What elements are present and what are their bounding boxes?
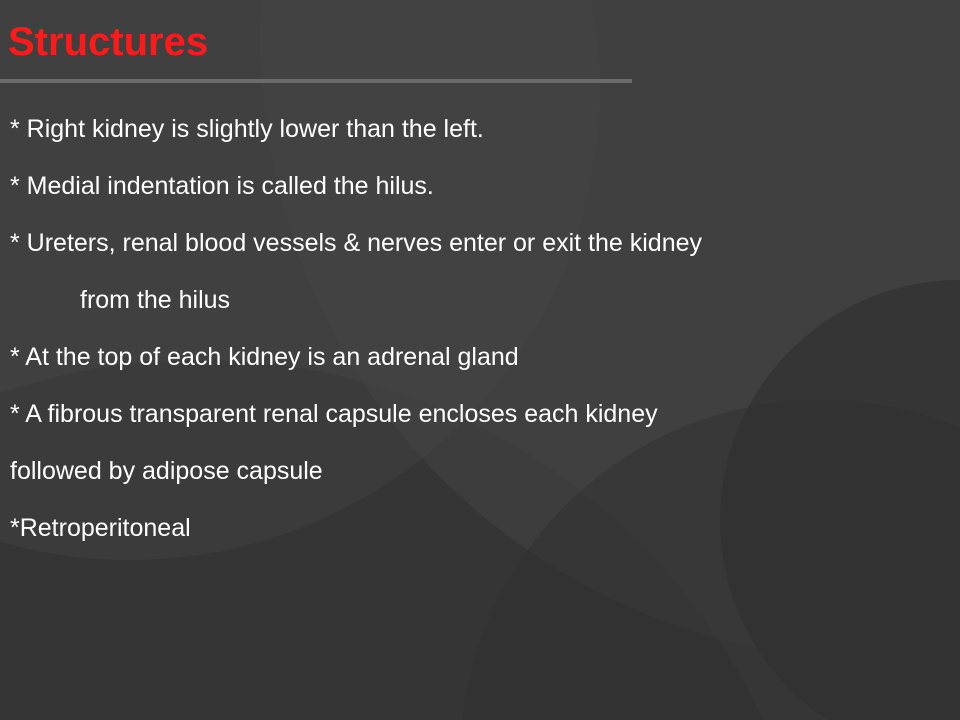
list-item: from the hilus bbox=[80, 286, 231, 314]
list-item: * Medial indentation is called the hilus. bbox=[10, 172, 434, 200]
list-item: * Right kidney is slightly lower than the left. bbox=[10, 115, 484, 143]
list-item: *Retroperitoneal bbox=[10, 514, 191, 542]
title-divider bbox=[0, 79, 632, 83]
list-item: * At the top of each kidney is an adrenal gland bbox=[10, 343, 519, 371]
list-item: followed by adipose capsule bbox=[10, 457, 323, 485]
list-item: * Ureters, renal blood vessels & nerves enter or exit the kidney bbox=[10, 229, 703, 257]
bullet-list bbox=[10, 104, 940, 560]
slide-title: Structures bbox=[8, 20, 209, 64]
list-item: * A fibrous transparent renal capsule encloses each kidney bbox=[10, 400, 658, 428]
